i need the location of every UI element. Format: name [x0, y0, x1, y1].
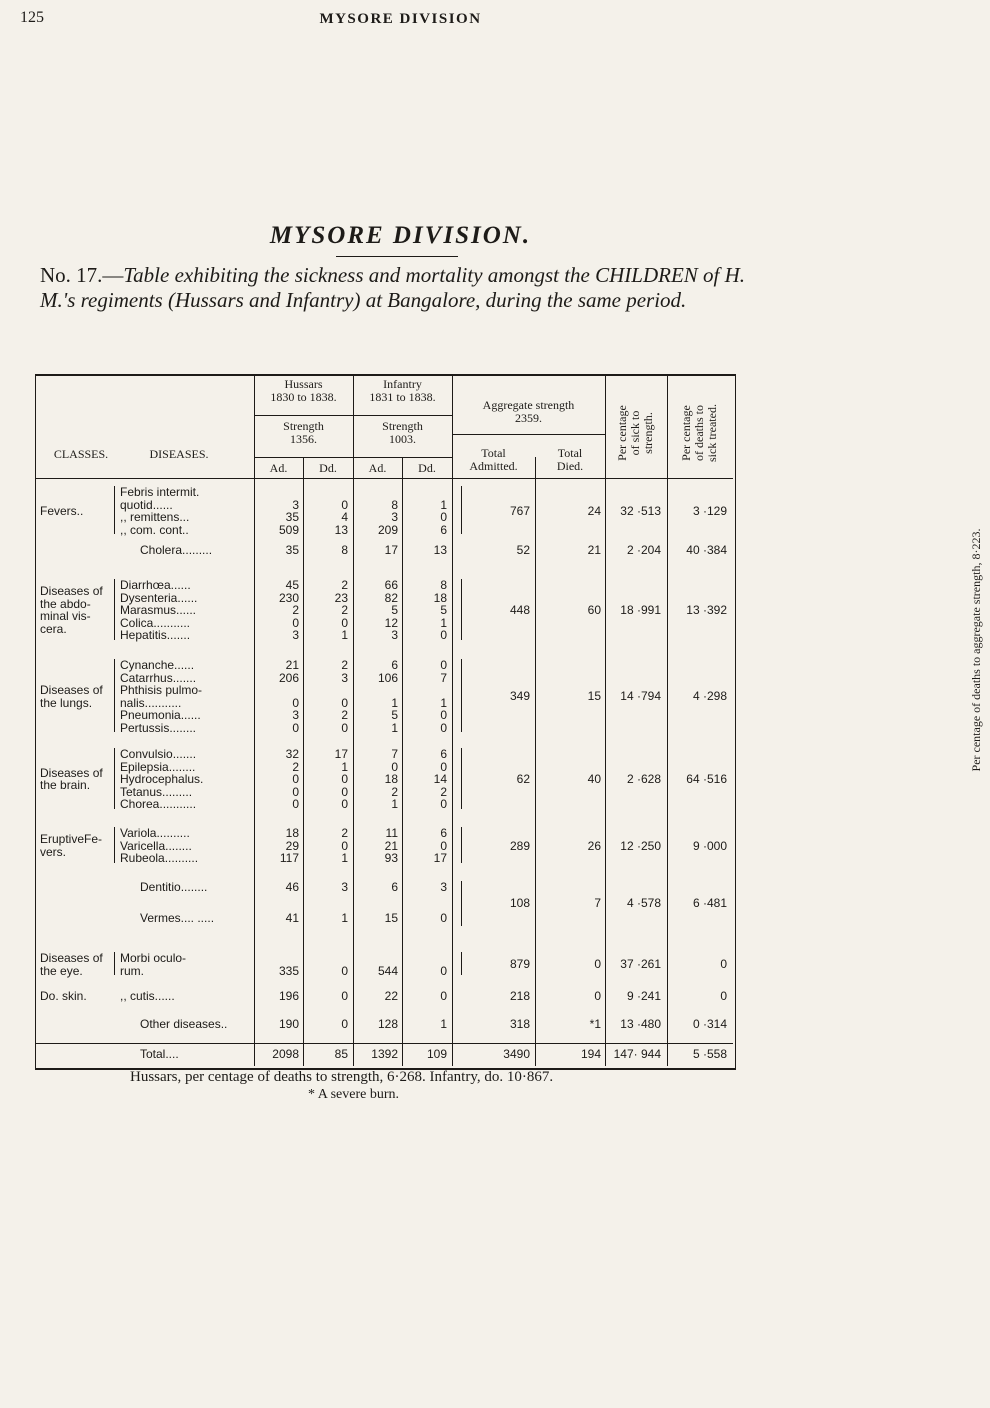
group-brace: [114, 579, 115, 640]
infantry-strength-value: 1003.: [389, 432, 416, 446]
pct-deaths-cell: 9 ·000: [692, 838, 727, 853]
infantry-ad-cell: 12: [384, 615, 398, 630]
hussars-dd-cell: 1: [341, 759, 348, 774]
infantry-ad-cell: 17: [384, 543, 398, 557]
total-hussars-dd: 85: [334, 1047, 348, 1061]
class-label: minal vis-: [40, 609, 91, 624]
pct-deaths-cell: 13 ·392: [686, 603, 727, 617]
infantry-ad-cell: 209: [377, 522, 398, 537]
infantry-ad-cell: 1: [391, 720, 398, 735]
total-admitted-cell: 62: [516, 772, 530, 786]
pct-sick-cell: 4 ·578: [626, 896, 661, 910]
infantry-ad-header: Ad.: [368, 461, 387, 475]
class-label: cera.: [40, 621, 67, 636]
hussars-ad-cell: 3: [292, 497, 299, 512]
infantry-dd-cell: 1: [440, 695, 447, 710]
group-brace: [114, 486, 115, 534]
disease-label: Cynanche......: [120, 658, 195, 672]
disease-label: Tetanus.........: [120, 784, 193, 799]
infantry-dd-cell: 0: [440, 838, 447, 853]
group-brace: [114, 827, 115, 863]
infantry-ad-cell: 3: [391, 510, 398, 524]
infantry-dd-cell: 0: [440, 963, 447, 978]
hussars-ad-cell: 509: [278, 522, 299, 537]
hussars-years: 1830 to 1838.: [270, 390, 337, 404]
total-admitted-cell: 289: [509, 838, 530, 853]
disease-label: Rubeola..........: [120, 851, 199, 865]
infantry-dd-cell: 0: [440, 911, 447, 925]
infantry-dd-cell: 1: [440, 615, 447, 630]
pct-sick-cell: 37 ·261: [620, 957, 661, 972]
hussars-dd-cell: 0: [341, 720, 348, 735]
hussars-ad-cell: 41: [285, 911, 299, 925]
table-caption: [40, 263, 780, 313]
class-label: Diseases of: [40, 951, 103, 965]
total-admitted-cell: 879: [509, 957, 530, 972]
disease-label: Varicella........: [120, 838, 192, 853]
title-rule: [336, 256, 458, 257]
hussars-ad-cell: 190: [278, 1017, 299, 1031]
total-died-cell: 40: [587, 772, 601, 786]
disease-label: Dentitio........: [140, 880, 208, 894]
pct-sick-cell: 9 ·241: [626, 989, 661, 1003]
disease-label: Hydrocephalus.: [120, 772, 204, 786]
pct-sick-cell: 14 ·794: [620, 689, 661, 704]
pct-sick-cell: 32 ·513: [620, 503, 661, 518]
aggregate-header: Aggregate strength: [482, 398, 575, 412]
total-pct-deaths: 5 ·558: [692, 1047, 727, 1061]
infantry-dd-cell: 5: [440, 603, 447, 617]
hussars-dd-cell: 0: [341, 615, 348, 630]
disease-label: Diarrhœa......: [120, 578, 191, 592]
disease-label: Epilepsia........: [120, 759, 196, 774]
hussars-ad-cell: 230: [278, 590, 299, 605]
disease-label: Colica...........: [120, 615, 191, 630]
total-died-header: Total: [557, 446, 583, 460]
disease-label: Febris intermit.: [120, 485, 200, 499]
infantry-dd-cell: 18: [433, 590, 447, 605]
hussars-ad-cell: 21: [285, 658, 299, 672]
pct-deaths-cell: 0: [720, 989, 727, 1003]
total-infantry-ad: 1392: [371, 1047, 398, 1061]
infantry-dd-cell: 14: [433, 772, 447, 786]
disease-label: rum.: [120, 963, 144, 978]
hussars-dd-cell: 0: [341, 695, 348, 710]
total-died-cell: 0: [594, 989, 601, 1003]
infantry-dd-cell: 0: [440, 720, 447, 735]
infantry-ad-cell: 1: [391, 797, 398, 811]
group-brace: [114, 659, 115, 732]
hussars-ad-cell: 32: [285, 747, 299, 761]
disease-label: Convulsio.......: [120, 747, 197, 761]
infantry-ad-cell: 544: [377, 963, 398, 978]
hussars-dd-cell: 1: [341, 851, 348, 865]
infantry-strength-label: Strength: [382, 419, 423, 433]
hussars-ad-cell: 35: [285, 543, 299, 557]
infantry-dd-cell: 13: [433, 543, 447, 557]
infantry-ad-cell: 18: [384, 772, 398, 786]
hussars-header: Hussars: [284, 377, 323, 391]
hussars-dd-cell: 0: [341, 772, 348, 786]
disease-label: quotid......: [120, 497, 173, 512]
total-pct-sick: 147· 944: [613, 1047, 661, 1061]
total-admitted: 3490: [503, 1047, 530, 1061]
class-label: the brain.: [40, 778, 91, 793]
class-label: Do. skin.: [40, 989, 87, 1003]
infantry-dd-cell: 1: [440, 497, 447, 512]
hussars-ad-cell: 2: [292, 759, 299, 774]
side-note: Per centage of deaths to aggregate strength, 8·223.: [969, 528, 983, 772]
infantry-dd-cell: 0: [440, 628, 447, 642]
hussars-ad-cell: 2: [292, 603, 299, 617]
disease-label: ,, com. cont..: [120, 522, 189, 537]
pct-sick-header: Per centage of sick to strength.: [615, 405, 655, 461]
class-label: EruptiveFe-: [40, 832, 103, 847]
total-died-cell: 15: [587, 689, 601, 704]
pct-deaths-cell: 64 ·516: [686, 772, 727, 786]
infantry-ad-cell: 11: [385, 826, 398, 840]
hussars-ad-cell: 196: [278, 989, 299, 1003]
hussars-ad-cell: 206: [278, 670, 299, 685]
total-admitted-cell: 448: [509, 603, 530, 617]
total-admitted-cell: 349: [509, 689, 530, 704]
hussars-dd-cell: 0: [341, 838, 348, 853]
hussars-ad-cell: 3: [292, 628, 299, 642]
total-infantry-dd: 109: [426, 1047, 447, 1061]
infantry-ad-cell: 128: [377, 1017, 398, 1031]
hussars-dd-cell: 2: [341, 578, 348, 592]
infantry-ad-cell: 8: [391, 497, 398, 512]
group-brace: [114, 748, 115, 809]
infantry-ad-cell: 1: [391, 695, 398, 710]
disease-label: Other diseases..: [140, 1017, 228, 1031]
infantry-dd-cell: 17: [433, 851, 447, 865]
total-hussars-ad: 2098: [272, 1047, 299, 1061]
infantry-header: Infantry: [383, 377, 422, 391]
hussars-dd-cell: 1: [341, 628, 348, 642]
disease-label: Variola..........: [120, 826, 190, 840]
disease-label: Hepatitis.......: [120, 628, 191, 642]
pct-deaths-cell: 4 ·298: [692, 689, 727, 704]
hussars-dd-cell: 3: [341, 880, 348, 894]
total-died-cell: 24: [587, 503, 601, 518]
total-admitted-cell: 767: [509, 503, 530, 518]
infantry-dd-cell: 1: [440, 1017, 447, 1031]
disease-label: Chorea...........: [120, 797, 197, 811]
caption-prefix: No. 17.—: [40, 263, 124, 287]
hussars-ad-cell: 35: [285, 510, 299, 524]
infantry-ad-cell: 6: [391, 880, 398, 894]
diseases-header: DISEASES.: [149, 447, 209, 461]
hussars-ad-header: Ad.: [269, 461, 288, 475]
hussars-dd-cell: 3: [341, 670, 348, 685]
infantry-ad-cell: 15: [384, 911, 398, 925]
infantry-dd-cell: 0: [440, 989, 447, 1003]
infantry-ad-cell: 2: [391, 784, 398, 799]
pct-sick-cell: 13 ·480: [620, 1017, 661, 1031]
hussars-dd-header: Dd.: [319, 461, 337, 475]
hussars-dd-cell: 0: [341, 989, 348, 1003]
pct-sick-cell: 18 ·991: [620, 603, 661, 617]
total-admitted-cell: 318: [509, 1017, 530, 1031]
total-died-cell: 60: [587, 603, 601, 617]
infantry-ad-cell: 21: [384, 838, 398, 853]
pct-deaths-cell: 6 ·481: [692, 896, 727, 910]
class-label: Diseases of: [40, 765, 103, 780]
pct-sick-cell: 12 ·250: [620, 838, 661, 853]
hussars-dd-cell: 23: [334, 590, 348, 605]
infantry-ad-cell: 5: [391, 708, 398, 722]
section-title: MYSORE DIVISION.: [269, 222, 532, 249]
hussars-dd-cell: 0: [341, 963, 348, 978]
hussars-strength-label: Strength: [283, 419, 324, 433]
total-died-cell: *1: [589, 1017, 601, 1031]
class-label: the abdo-: [40, 596, 91, 611]
hussars-dd-cell: 2: [341, 708, 348, 722]
class-label: the eye.: [40, 963, 83, 978]
total-admitted-cell: 52: [516, 543, 530, 557]
classes-header: CLASSES.: [53, 447, 109, 461]
infantry-dd-cell: 0: [440, 708, 447, 722]
infantry-ad-cell: 7: [391, 747, 398, 761]
hussars-dd-cell: 1: [341, 911, 348, 925]
footer-note: Hussars, per centage of deaths to strength, 6·268. Infantry, do. 10·867.: [130, 1069, 554, 1085]
total-died-cell: 7: [594, 896, 601, 910]
pct-deaths-cell: 3 ·129: [692, 503, 727, 518]
group-brace: [114, 952, 115, 975]
hussars-ad-cell: 0: [292, 784, 299, 799]
total-died-cell: 26: [587, 838, 601, 853]
hussars-ad-cell: 0: [292, 772, 299, 786]
running-head: MYSORE DIVISION: [319, 11, 482, 27]
hussars-ad-cell: 0: [292, 615, 299, 630]
pct-sick-cell: 2 ·628: [626, 772, 661, 786]
hussars-dd-cell: 0: [341, 1017, 348, 1031]
hussars-ad-cell: 45: [285, 578, 299, 592]
infantry-ad-cell: 22: [384, 989, 398, 1003]
total-died-cell: 0: [594, 957, 601, 972]
infantry-ad-cell: 93: [384, 851, 398, 865]
disease-label: Marasmus......: [120, 603, 197, 617]
infantry-dd-cell: 0: [440, 797, 447, 811]
hussars-dd-cell: 2: [341, 603, 348, 617]
class-label: the lungs.: [40, 695, 93, 710]
infantry-ad-cell: 6: [391, 658, 398, 672]
disease-label: Phthisis pulmo-: [120, 683, 203, 697]
infantry-dd-cell: 2: [440, 784, 447, 799]
infantry-dd-cell: 6: [440, 747, 447, 761]
hussars-dd-cell: 2: [341, 658, 348, 672]
disease-label: ,, remittens...: [120, 510, 190, 524]
infantry-dd-cell: 6: [440, 522, 447, 537]
disease-label: nalis...........: [120, 695, 182, 710]
hussars-ad-cell: 46: [285, 880, 299, 894]
hussars-ad-cell: 117: [279, 851, 299, 865]
disease-label: ,, cutis......: [120, 989, 175, 1003]
infantry-dd-header: Dd.: [418, 461, 436, 475]
infantry-ad-cell: 3: [391, 628, 398, 642]
pct-deaths-header: Per centage of deaths to sick treated.: [679, 404, 719, 462]
hussars-dd-cell: 8: [341, 543, 348, 557]
class-label: Fevers..: [40, 503, 84, 518]
hussars-ad-cell: 0: [292, 695, 299, 710]
infantry-dd-cell: 7: [440, 670, 447, 685]
hussars-dd-cell: 4: [341, 510, 348, 524]
disease-label: Morbi oculo-: [120, 951, 187, 965]
infantry-ad-cell: 82: [384, 590, 398, 605]
class-label: vers.: [40, 844, 67, 859]
hussars-ad-cell: 0: [292, 797, 299, 811]
infantry-dd-cell: 0: [440, 658, 447, 672]
total-label: Total....: [140, 1047, 179, 1061]
pct-deaths-cell: 0: [720, 957, 727, 972]
page-number: 125: [20, 9, 44, 26]
hussars-ad-cell: 29: [285, 838, 299, 853]
total-admitted-cell: 218: [509, 989, 530, 1003]
disease-label: Cholera.........: [140, 543, 213, 557]
disease-label: Dysenteria......: [120, 590, 198, 605]
infantry-ad-cell: 106: [377, 670, 398, 685]
hussars-dd-cell: 0: [341, 797, 348, 811]
aggregate-value: 2359.: [515, 411, 542, 425]
hussars-strength-value: 1356.: [290, 432, 317, 446]
total-admitted-header: Total: [481, 446, 506, 460]
hussars-ad-cell: 3: [292, 708, 299, 722]
total-died: 194: [580, 1047, 601, 1061]
footnote: * A severe burn.: [308, 1087, 399, 1102]
infantry-years: 1831 to 1838.: [369, 390, 436, 404]
total-died-cell: 21: [587, 543, 601, 557]
caption-text: Table exhibiting the sickness and mortality amongst the CHILDREN of H. M.'s regiments (Hussars and Infantry) at Bangalore, during the same period.: [40, 263, 746, 312]
hussars-dd-cell: 17: [334, 747, 348, 761]
class-label: Diseases of: [40, 584, 103, 599]
disease-label: Pertussis........: [120, 720, 197, 735]
infantry-dd-cell: 8: [440, 578, 447, 592]
hussars-dd-cell: 0: [341, 784, 348, 799]
hussars-ad-cell: 335: [278, 963, 299, 978]
disease-label: Vermes.... .....: [140, 911, 215, 925]
hussars-dd-cell: 2: [341, 826, 348, 840]
pct-sick-cell: 2 ·204: [626, 543, 661, 557]
infantry-ad-cell: 0: [391, 759, 398, 774]
infantry-dd-cell: 0: [440, 510, 447, 524]
hussars-ad-cell: 18: [285, 826, 299, 840]
hussars-dd-cell: 0: [341, 497, 348, 512]
hussars-ad-cell: 0: [292, 720, 299, 735]
infantry-dd-cell: 0: [440, 759, 447, 774]
infantry-ad-cell: 5: [391, 603, 398, 617]
class-label: Diseases of: [40, 683, 103, 697]
mortality-table: Hussars 1830 to 1838. Infantry 1831 to 1838. Strength 1356. Strength 1003. Aggregate strength 2359. CLASSES. DISEASES. Ad. Dd. Ad. Dd. Total Admitted. Total Died. Per centage of sick to strength. Per centage of deaths to sick treated. Fevers.. Febris intermit. quotid...... 3 0 8 1 ,, remittens... 35 4 3 0 ,, com. cont.. 509 13 209 6 767 24 32 ·513 3 ·129 Cholera......... 35 8 17 13 52 21 2 ·204 40 ·384 Diseases of the abdo- minal vis- cera. Diarrhœa...... 45 2 66 8 Dysenteria...... 230 23 82 18 Marasmus...... 2 2 5 5 Colica........... 0 0 12 1 Hepatitis....... 3 1 3 0 448 60 18 ·991 13 ·392 Diseases of the lungs. Cynanche...... 21 2 6 0 Catarrhus....... 206 3 106 7 Phthisis pulmo- nalis........... 0 0 1 1 Pneumonia...... 3 2 5 0 Pertussis........ 0 0 1 0 349 15 14 ·794 4 ·298 Diseases of the brain. Convulsio....... 32 17 7 6 Epilepsia........ 2 1 0 0 Hydrocephalus. 0 0 18 14 Tetanus......... 0 0 2 2 Chorea........... 0 0 1 0 62 40 2 ·628 64 ·516 EruptiveFe- vers. Variola.......... 18 2 11 6 Varicella........ 29 0 21 0 Rubeola.......... 117 1 93 17 289 26 12 ·250 9 ·000 Dentitio........ 46 3 6 3 108 7 4 ·578 6 ·481 Vermes.... ..... 41 1 15 0 Diseases of the eye. Morbi oculo- rum. 335 0 544 0 879 0 37 ·261 0 Do. skin. ,, cutis...... 196 0 22 0 218 0 9 ·241 0 Other diseases.. 190 0 128 1 318 *1 13 ·480 0 ·314 Total.... 2098 85 1392 109 3490 194 147· 944 5 ·558: [35, 374, 736, 1070]
total-admitted-cell: 108: [509, 896, 530, 910]
infantry-dd-cell: 6: [440, 826, 447, 840]
infantry-dd-cell: 3: [440, 880, 447, 894]
disease-label: Pneumonia......: [120, 708, 201, 722]
pct-deaths-cell: 0 ·314: [692, 1017, 727, 1031]
pct-deaths-cell: 40 ·384: [686, 543, 727, 557]
hussars-dd-cell: 13: [334, 522, 348, 537]
disease-label: Catarrhus.......: [120, 670, 197, 685]
infantry-ad-cell: 66: [384, 578, 398, 592]
